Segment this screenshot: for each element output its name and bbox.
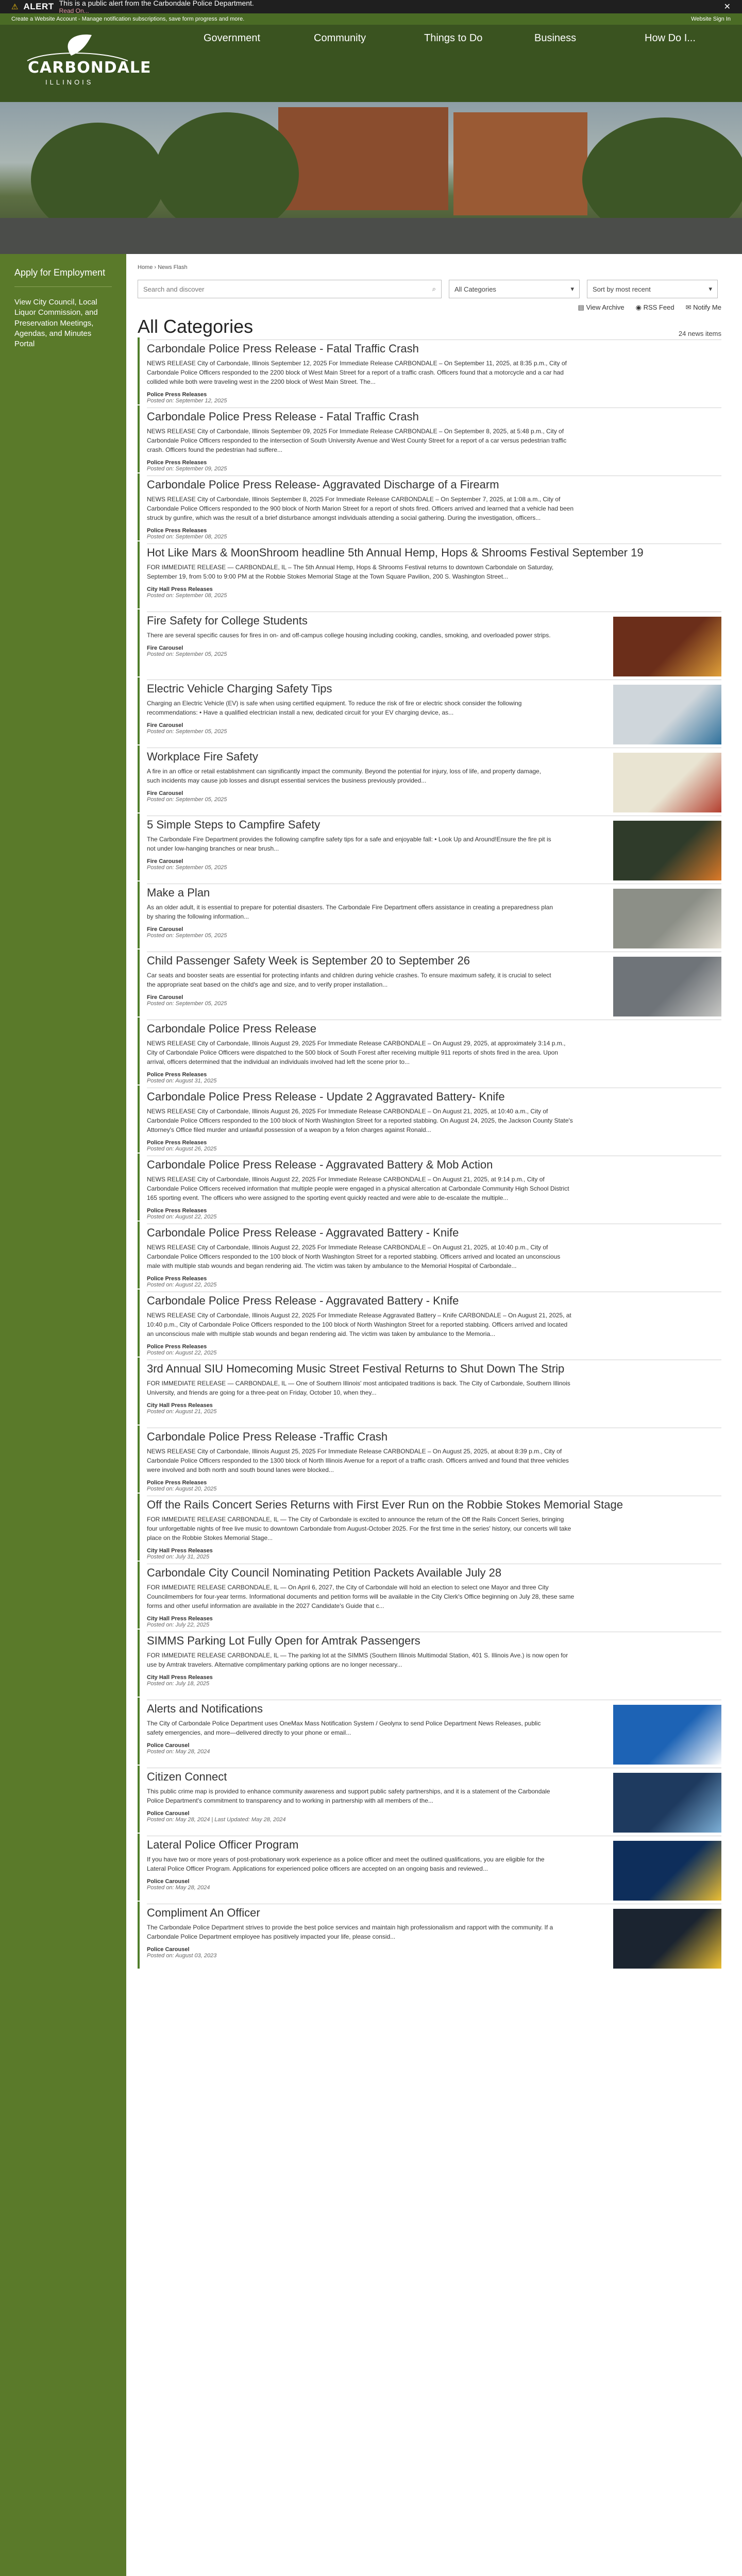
news-summary: Charging an Electric Vehicle (EV) is safe when using certified equipment. To reduce the risk of fire or electric shock consider the following recommendations: • Have a qualified electrician install a new, dedicated circuit for your EV charging device, as... [147, 700, 522, 716]
rss-feed-link[interactable] [636, 303, 674, 312]
news-category: Police Press Releases [147, 1480, 207, 1486]
news-title-link[interactable]: Carbondale City Council Nominating Petition Packets Available July 28 [147, 1566, 502, 1579]
news-category: Fire Carousel [147, 790, 183, 796]
news-title-link[interactable]: Carbondale Police Press Release - Aggravated Battery - Knife [147, 1294, 459, 1307]
page-title: All Categories [138, 316, 254, 337]
news-summary: NEWS RELEASE City of Carbondale, Illinois August 26, 2025 For Immediate Release CARBONDALE – On August 21, 2025, at 10:40 a.m., City of Carbondale Police Officers responded to the 100 block of North Washington Street for a reported stabbing. On August 24, 2025, the Jackson County State's Attorney's Office filed murder and unlawful possession of a weapon by a felon charges against Ronald... [147, 1108, 573, 1133]
news-item[interactable] [138, 541, 721, 608]
nav-item-government[interactable]: Government [204, 32, 261, 44]
news-category: City Hall Press Releases [147, 1616, 213, 1622]
news-category: Fire Carousel [147, 926, 183, 933]
news-summary: The City of Carbondale Police Department uses OneMax Mass Notification System / Geolynx to send Police Department News Releases, public safety emergencies, and more—delivered directly to your phone or email... [147, 1720, 541, 1736]
news-date: Posted on: August 21, 2025 [147, 1409, 217, 1415]
news-item[interactable] [138, 1630, 721, 1697]
view-archive-link[interactable] [578, 303, 625, 312]
news-title-link[interactable]: Carbondale Police Press Release -Traffic Crash [147, 1430, 388, 1443]
warning-icon: ⚠ [11, 3, 19, 11]
close-icon[interactable]: ✕ [723, 3, 731, 11]
news-content [126, 254, 742, 2576]
news-item[interactable] [138, 1426, 721, 1493]
search-icon[interactable]: ⌕ [432, 285, 436, 293]
site-logo[interactable] [9, 30, 151, 92]
news-date: Posted on: August 22, 2025 [147, 1282, 217, 1288]
news-item[interactable] [138, 1494, 721, 1561]
chevron-down-icon: ▾ [709, 285, 712, 293]
news-date: Posted on: September 05, 2025 [147, 1001, 227, 1007]
news-category: City Hall Press Releases [147, 1402, 213, 1409]
news-date: Posted on: August 03, 2023 [147, 1953, 217, 1959]
news-date: Posted on: September 05, 2025 [147, 796, 227, 803]
hero-road [0, 218, 742, 254]
news-summary: As an older adult, it is essential to prepare for potential disasters. The Carbondale Fire Department offers assistance in creating a preparedness plan by sharing the following information... [147, 904, 553, 920]
news-category: Police Press Releases [147, 460, 207, 466]
news-thumbnail[interactable] [613, 1773, 721, 1833]
news-category: Police Press Releases [147, 1276, 207, 1282]
news-category: Police Carousel [147, 1742, 190, 1749]
notify-me-link[interactable] [686, 303, 721, 312]
news-title-link[interactable]: Off the Rails Concert Series Returns with First Ever Run on the Robbie Stokes Memorial Stage [147, 1498, 623, 1511]
news-date: Posted on: August 20, 2025 [147, 1486, 217, 1492]
news-title-link[interactable]: Carbondale Police Press Release - Fatal Traffic Crash [147, 342, 419, 355]
archive-icon: ▤ [578, 303, 586, 311]
news-date: Posted on: May 28, 2024 [147, 1885, 210, 1891]
news-title-link[interactable]: Carbondale Police Press Release - Aggravated Battery & Mob Action [147, 1158, 493, 1171]
news-item[interactable] [138, 473, 721, 540]
create-account-link[interactable]: Create a Website Account - Manage notification subscriptions, save form progress and more. [11, 16, 245, 22]
news-date: Posted on: September 12, 2025 [147, 398, 227, 404]
nav-item-business[interactable]: Business [534, 32, 577, 44]
news-title-link[interactable]: Carbondale Police Press Release - Fatal Traffic Crash [147, 410, 419, 423]
news-category: Police Press Releases [147, 528, 207, 534]
sidebar [0, 254, 126, 2576]
news-item[interactable] [138, 337, 721, 404]
alert-message[interactable] [59, 0, 254, 14]
news-date: Posted on: September 08, 2025 [147, 534, 227, 540]
news-item[interactable] [138, 677, 721, 744]
news-title-link[interactable]: Compliment An Officer [147, 1906, 260, 1919]
site-header [0, 25, 742, 102]
logo-state: ILLINOIS [45, 78, 94, 86]
news-item[interactable] [138, 1018, 721, 1084]
news-title-link[interactable]: 3rd Annual SIU Homecoming Music Street Festival Returns to Shut Down The Strip [147, 1362, 565, 1375]
alert-text: This is a public alert from the Carbondale Police Department. [59, 0, 254, 7]
news-title-link[interactable]: Electric Vehicle Charging Safety Tips [147, 682, 332, 695]
news-title-link[interactable]: Make a Plan [147, 886, 210, 899]
nav-item-things-to-do[interactable]: Things to Do [424, 32, 483, 44]
news-summary: FOR IMMEDIATE RELEASE CARBONDALE, IL — On April 6, 2027, the City of Carbondale will hold an election to select one Mayor and three City Councilmembers for four-year terms. Informational documents and petition forms will be available in the City Clerk's Office beginning on July 28, these same forms and other useful information are available in the 2027 Candidate's Guide that c... [147, 1584, 575, 1609]
news-title-link[interactable]: Fire Safety for College Students [147, 614, 308, 627]
news-category: City Hall Press Releases [147, 1674, 213, 1681]
news-item[interactable] [138, 1358, 721, 1425]
news-title-link[interactable]: Carbondale Police Press Release - Aggravated Battery - Knife [147, 1226, 459, 1239]
chevron-down-icon: ▾ [570, 285, 574, 293]
news-category: Fire Carousel [147, 858, 183, 865]
news-item[interactable] [138, 950, 721, 1016]
news-date: Posted on: May 28, 2024 | Last Updated: May 28, 2024 [147, 1817, 286, 1823]
news-summary: FOR IMMEDIATE RELEASE CARBONDALE, IL — The City of Carbondale is excited to announce the return of the Off the Rails Concert Series, bringing four unforgettable nights of free live music to downtown Carbondale from August-October 2025. For the first time in the series' history, our concerts will take place on the Robbie Stokes Memorial Stage... [147, 1516, 571, 1541]
news-summary: FOR IMMEDIATE RELEASE — CARBONDALE, IL – The 5th Annual Hemp, Hops & Shrooms Festival returns to downtown Carbondale on Saturday, September 19, from 5:00 to 9:00 PM at the Robbie Stokes Memorial Stage at the Town Square Pavilion, 200 S. Washington Street... [147, 564, 554, 580]
sidebar-link-meetings[interactable]: View City Council, Local Liquor Commission, and Preservation Meetings, Agendas, and Minutes Portal [14, 298, 98, 348]
news-category: Police Press Releases [147, 1344, 207, 1350]
news-summary: If you have two or more years of post-probationary work experience as a police officer and meet the outlined qualifications, you are eligible for the Lateral Police Officer Program. Applications for experienced police officers are accepted on an ongoing basis and reviewed... [147, 1856, 545, 1872]
news-date: Posted on: September 05, 2025 [147, 933, 227, 939]
news-summary: NEWS RELEASE City of Carbondale, Illinois August 22, 2025 For Immediate Release CARBONDALE – On August 21, 2025, at 9:14 p.m., City of Carbondale Police Officers received information that multiple people were engaged in a physical altercation at Carbondale Community High School District 165 sporting event. The officers who were assigned to the sporting event quickly reacted and were able to de-escalate the multiple... [147, 1176, 569, 1201]
mail-icon: ✉ [685, 303, 694, 311]
sidebar-divider [14, 286, 112, 287]
news-summary: The Carbondale Police Department strives to provide the best police services and maintain high professionalism and rapport with the community. If a Carbondale Police Department employee has positively impacted your life, please consid... [147, 1924, 553, 1940]
sign-in-link[interactable]: Website Sign In [691, 16, 731, 22]
news-title-link[interactable]: Lateral Police Officer Program [147, 1838, 299, 1851]
news-category: City Hall Press Releases [147, 1548, 213, 1554]
notify-me-label: Notify Me [693, 303, 721, 311]
news-summary: Car seats and booster seats are essential for protecting infants and children during vehicle crashes. To ensure maximum safety, it is crucial to select the appropriate seat based on the child's age and size, and to verify proper installation... [147, 972, 551, 988]
news-item[interactable] [138, 1834, 721, 1901]
category-select[interactable] [449, 280, 580, 298]
news-thumbnail[interactable] [613, 821, 721, 880]
news-thumbnail[interactable] [613, 1909, 721, 1969]
news-summary: FOR IMMEDIATE RELEASE CARBONDALE, IL — The parking lot at the SIMMS (Southern Illinois Multimodal Station, 401 S. Illinois Ave.) is now open for use by Amtrak travelers. Alternative complimentary parking options are no longer necessary... [147, 1652, 568, 1668]
alert-bar [0, 0, 742, 13]
news-category: Police Press Releases [147, 1208, 207, 1214]
main-nav [204, 25, 742, 52]
hero-image [0, 102, 742, 254]
news-title-link[interactable]: Hot Like Mars & MoonShroom headline 5th Annual Hemp, Hops & Shrooms Festival September 19 [147, 546, 644, 559]
news-thumbnail[interactable] [613, 1705, 721, 1765]
news-item[interactable] [138, 882, 721, 948]
news-summary: NEWS RELEASE City of Carbondale, Illinois September 8, 2025 For Immediate Release CARBONDALE – On September 7, 2025, at 1:08 a.m., City of Carbondale Police Officers responded to the 900 block of North Marion Street for a report of shots fired. Officers arrived and learned that a vehicle had been struck by gunfire, which was the result of a brief disturbance amongst individuals attending a social gathering. During the investigation, officers... [147, 496, 574, 521]
news-summary: NEWS RELEASE City of Carbondale, Illinois September 09, 2025 For Immediate Release CARBONDALE – On September 8, 2025, at 5:48 p.m., City of Carbondale Police Officers responded to the intersection of South University Avenue and West County Street for a report of a car versus pedestrian traffic crash. Officers found the pedestrian had suffere... [147, 428, 567, 453]
filter-bar [138, 280, 721, 298]
alert-label: ALERT [23, 2, 54, 11]
news-category: Police Carousel [147, 1810, 190, 1817]
news-item[interactable] [138, 1698, 721, 1765]
hero-tree [155, 112, 299, 236]
news-title-link[interactable]: Carbondale Police Press Release [147, 1022, 316, 1035]
news-summary: NEWS RELEASE City of Carbondale, Illinois August 22, 2025 For Immediate Release Aggravated Battery – Knife CARBONDALE – On August 21, 2025, at 10:40 p.m., City of Carbondale Police Officers responded to the 100 block of North Washington Street for a reported stabbing. Officers arrived and located an unconscious male with multiple stab wounds and began rendering aid. The victim was taken by ambulance to the Memoria... [147, 1312, 571, 1337]
news-category: Fire Carousel [147, 722, 183, 728]
news-thumbnail[interactable] [613, 957, 721, 1016]
news-date: Posted on: September 05, 2025 [147, 728, 227, 735]
news-title-link[interactable]: Carbondale Police Press Release - Update 2 Aggravated Battery- Knife [147, 1090, 505, 1103]
news-date: Posted on: August 22, 2025 [147, 1350, 217, 1356]
logo-wordmark: CARBONDALE [28, 59, 151, 77]
news-date: Posted on: July 31, 2025 [147, 1554, 210, 1560]
news-category: Fire Carousel [147, 994, 183, 1001]
news-item[interactable] [138, 1290, 721, 1357]
news-date: Posted on: May 28, 2024 [147, 1749, 210, 1755]
news-item[interactable] [138, 1086, 721, 1153]
search-input[interactable] [138, 280, 442, 298]
news-date: Posted on: August 31, 2025 [147, 1078, 217, 1084]
news-item[interactable] [138, 609, 721, 676]
news-summary: FOR IMMEDIATE RELEASE — CARBONDALE, IL — One of Southern Illinois' most anticipated traditions is back. The City of Carbondale, Southern Illinois University, and friends are going for a three-peat on Friday, October 10, when they... [147, 1380, 570, 1396]
news-summary: NEWS RELEASE City of Carbondale, Illinois August 25, 2025 For Immediate Release CARBONDALE – On August 25, 2025, at about 8:39 p.m., City of Carbondale Police Officers responded to the 1300 block of North Illinois Avenue for a report of a traffic crash. Officers arrived and found that three vehicles were involved and both north and south bound lanes were blocked... [147, 1448, 569, 1473]
news-item[interactable] [138, 405, 721, 472]
hero-building [453, 112, 587, 215]
news-item[interactable] [138, 1902, 721, 1969]
news-date: Posted on: September 08, 2025 [147, 592, 227, 599]
sort-value: Sort by most recent [593, 285, 651, 293]
news-summary: NEWS RELEASE City of Carbondale, Illinois September 12, 2025 For Immediate Release CARBONDALE – On September 11, 2025, at 8:35 p.m., City of Carbondale Police Officers responded to the 2200 block of West Main Street for a report of a traffic crash. Officers found that a motorcycle and a car had collided while both were traveling west in the 2200 block of West Main Street. The... [147, 360, 567, 385]
news-thumbnail[interactable] [613, 1841, 721, 1901]
breadcrumb[interactable]: Home › News Flash [138, 264, 188, 270]
news-summary: NEWS RELEASE City of Carbondale, Illinois August 29, 2025 For Immediate Release CARBONDALE – On August 29, 2025, at approximately 3:14 p.m., City of Carbondale Police Officers were dispatched to the 500 block of South Forest after receiving multiple 911 reports of shots fired in the area. Upon arrival, officers determined that the individual an individuals involved had left the scene prior to... [147, 1040, 566, 1065]
news-summary: A fire in an office or retail establishment can significantly impact the community. Beyond the potential for injury, loss of life, and property damage, such incidents may cause job losses and disrupt essential services the business previously provided... [147, 768, 542, 784]
account-bar [0, 13, 742, 25]
news-title-link[interactable]: Alerts and Notifications [147, 1702, 263, 1715]
news-thumbnail[interactable] [613, 617, 721, 676]
news-list [138, 337, 721, 1969]
category-value: All Categories [454, 285, 496, 293]
alert-read-on-link[interactable]: Read On... [59, 7, 89, 14]
news-item[interactable] [138, 1766, 721, 1833]
news-category: Police Carousel [147, 1946, 190, 1953]
news-count: 24 news items [678, 330, 721, 337]
news-title-link[interactable]: Citizen Connect [147, 1770, 227, 1783]
news-date: Posted on: August 26, 2025 [147, 1146, 217, 1152]
news-category: City Hall Press Releases [147, 586, 213, 592]
view-archive-label: View Archive [586, 303, 625, 311]
sort-select[interactable] [587, 280, 718, 298]
rss-icon: ◉ [635, 303, 644, 311]
news-summary: NEWS RELEASE City of Carbondale, Illinois August 22, 2025 For Immediate Release CARBONDALE – On August 21, 2025, at 10:40 p.m., City of Carbondale Police Officers responded to the 100 block of North Washington Street for a reported stabbing. Officers arrived and located an unconscious male with multiple stab wounds and began rendering aid. The victim was taken by ambulance to the Memorial Hospital of Carbondale... [147, 1244, 561, 1269]
news-item[interactable] [138, 1222, 721, 1289]
news-summary: The Carbondale Fire Department provides the following campfire safety tips for a safe and enjoyable fall: • Look Up and Around!Ensure the fire pit is not under low-hanging branches or near brush... [147, 836, 551, 852]
news-summary: There are several specific causes for fires in on- and off-campus college housing including cooking, candles, smoking, and overloaded power strips. [147, 632, 551, 639]
news-title-link[interactable]: 5 Simple Steps to Campfire Safety [147, 818, 321, 831]
sidebar-link-employment[interactable]: Apply for Employment [14, 267, 106, 278]
news-thumbnail[interactable] [613, 685, 721, 744]
news-category: Police Press Releases [147, 1072, 207, 1078]
news-item[interactable] [138, 745, 721, 812]
news-item[interactable] [138, 1154, 721, 1221]
news-title-link[interactable]: Child Passenger Safety Week is September 20 to September 26 [147, 954, 470, 967]
listing-header [138, 316, 721, 337]
news-summary: This public crime map is provided to enhance community awareness and support public safety partnerships, and it is a statement of the Carbondale Police Department's commitment to transparency and to working in partnership with all members of the... [147, 1788, 550, 1804]
nav-item-how-do-i[interactable]: How Do I... [645, 32, 696, 44]
news-date: Posted on: September 05, 2025 [147, 865, 227, 871]
news-item[interactable] [138, 1562, 721, 1629]
search-placeholder: Search and discover [143, 285, 205, 293]
news-category: Police Press Releases [147, 392, 207, 398]
list-actions [138, 303, 721, 312]
hero-building [278, 107, 448, 210]
news-thumbnail[interactable] [613, 889, 721, 948]
news-category: Police Press Releases [147, 1140, 207, 1146]
news-category: Fire Carousel [147, 645, 183, 651]
news-date: Posted on: September 05, 2025 [147, 651, 227, 657]
news-title-link[interactable]: Workplace Fire Safety [147, 750, 259, 763]
news-title-link[interactable]: Carbondale Police Press Release- Aggravated Discharge of a Firearm [147, 478, 499, 491]
nav-item-community[interactable]: Community [314, 32, 366, 44]
rss-feed-label: RSS Feed [643, 303, 674, 311]
news-thumbnail[interactable] [613, 753, 721, 812]
news-title-link[interactable]: SIMMS Parking Lot Fully Open for Amtrak Passengers [147, 1634, 420, 1647]
news-date: Posted on: July 22, 2025 [147, 1622, 210, 1628]
news-item[interactable] [138, 814, 721, 880]
news-category: Police Carousel [147, 1878, 190, 1885]
news-date: Posted on: July 18, 2025 [147, 1681, 210, 1687]
news-date: Posted on: August 22, 2025 [147, 1214, 217, 1220]
news-date: Posted on: September 09, 2025 [147, 466, 227, 472]
